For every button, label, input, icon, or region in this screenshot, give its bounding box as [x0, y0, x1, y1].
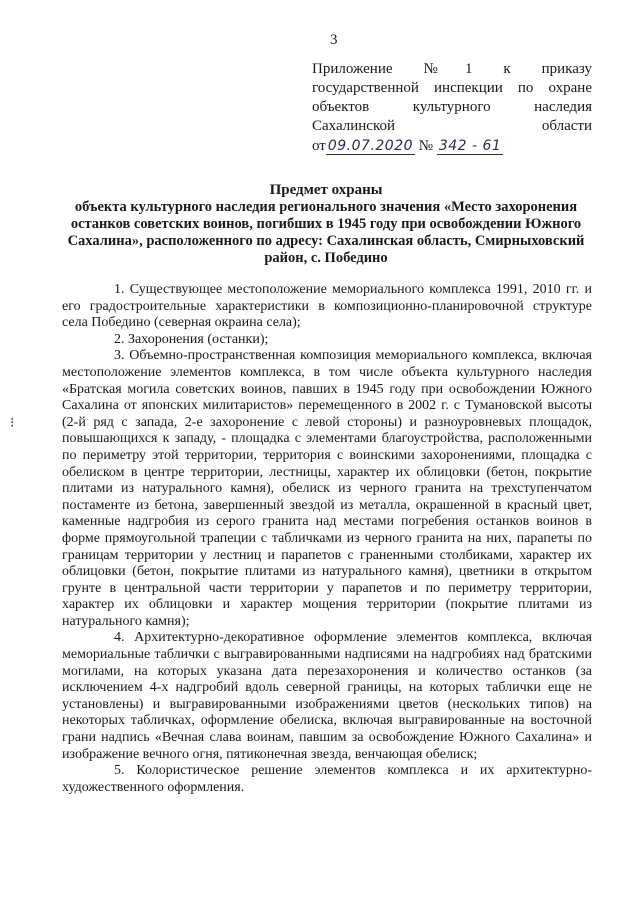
appendix-block [312, 60, 592, 156]
margin-mark: ⁝ [10, 416, 15, 431]
title-subtitle: объекта культурного наследия регионального значения «Место захоронения останков советских воинов, погибших в 1945 году при освобождении Южного Сахалина», расположенного по адресу: Сахалинская область, Смирныховский район, с. Победино [67, 199, 585, 266]
list-item: 2. Захоронения (останки); [114, 331, 269, 347]
order-line [312, 137, 592, 156]
list-item: 3. Объемно-пространственная композиция мемориального комплекса, включая местоположение элементов комплекса, в том числе объекта культурного наследия «Братская могила советских воинов, павших в 1945 году при освобождении Южного Сахалина от японских милитаристов» перемещенного в 2002 г. с Тумановской высоты (2-й ряд с запада, 2-е захоронение с левой стороны) и разноуровневых площадок, повышающихся к западу, - площадка с элементами благоустройства, расположенными по периметру этой территории, территория с воинскими захоронениями, площадка с обелиском в центре территории, лестницы, характер их облицовки (бетон, покрытие плитами из натурального камня), обелиск из черного гранита на трехступенчатом постаменте из бетона, завершенный звездой из металла, окрашенной в красный цвет, каменные надгробия из серого гранита над местами погребения останков воинов в форме прямоугольной трапеции с табличками из черного гранита на них, парапеты по границам территории у лестниц и парапетов с граненными столбиками, характер их облицовки (бетон, покрытие плитами из натурального камня), цветники в открытом грунте в центральной части территории у парапетов и по периметру территории, характер их облицовки и характер мощения территории (покрытие плитами из натурального камня); [62, 348, 592, 629]
document-title [62, 182, 590, 267]
list-item: 5. Колористическое решение элементов комплекса и их архитектурно-художественного оформления. [62, 763, 592, 795]
order-prefix: от [312, 138, 326, 154]
appendix-line: Сахалинской области [312, 118, 592, 134]
order-number: 342 - 61 [438, 138, 502, 154]
list-item: 4. Архитектурно-декоративное оформление элементов комплекса, включая мемориальные таблички с выгравированными надписями на надгробиях над братскими могилами, на которых указана дата перезахоронения и количество останков (за исключением 4-х надгробий вдоль северной границы, на которых таблички еще не установлены) и выгравированными изображениями цветов (нескольких типов) на некоторых табличках, оформление обелиска, включая выгравированные на восточной грани надпись «Вечная слава воинам, павшим за освобождение Южного Сахалина» и изображение вечного огня, пятиконечная звезда, венчающая обелиск; [62, 630, 592, 762]
appendix-line: государственной инспекции по охране [312, 80, 592, 96]
appendix-line: объектов культурного наследия [312, 99, 592, 115]
list-item: 1. Существующее местоположение мемориального комплекса 1991, 2010 гг. и его градостроительные характеристики в композиционно-планировочной структуре села Победино (северная окраина села); [62, 282, 592, 331]
title-main: Предмет охраны [269, 182, 383, 198]
order-date: 09.07.2020 [327, 138, 414, 154]
order-no-label: № [418, 138, 434, 154]
body-text [62, 282, 592, 796]
appendix-line: Приложение №1 к приказу [312, 61, 592, 77]
page-number: 3 [330, 32, 338, 48]
